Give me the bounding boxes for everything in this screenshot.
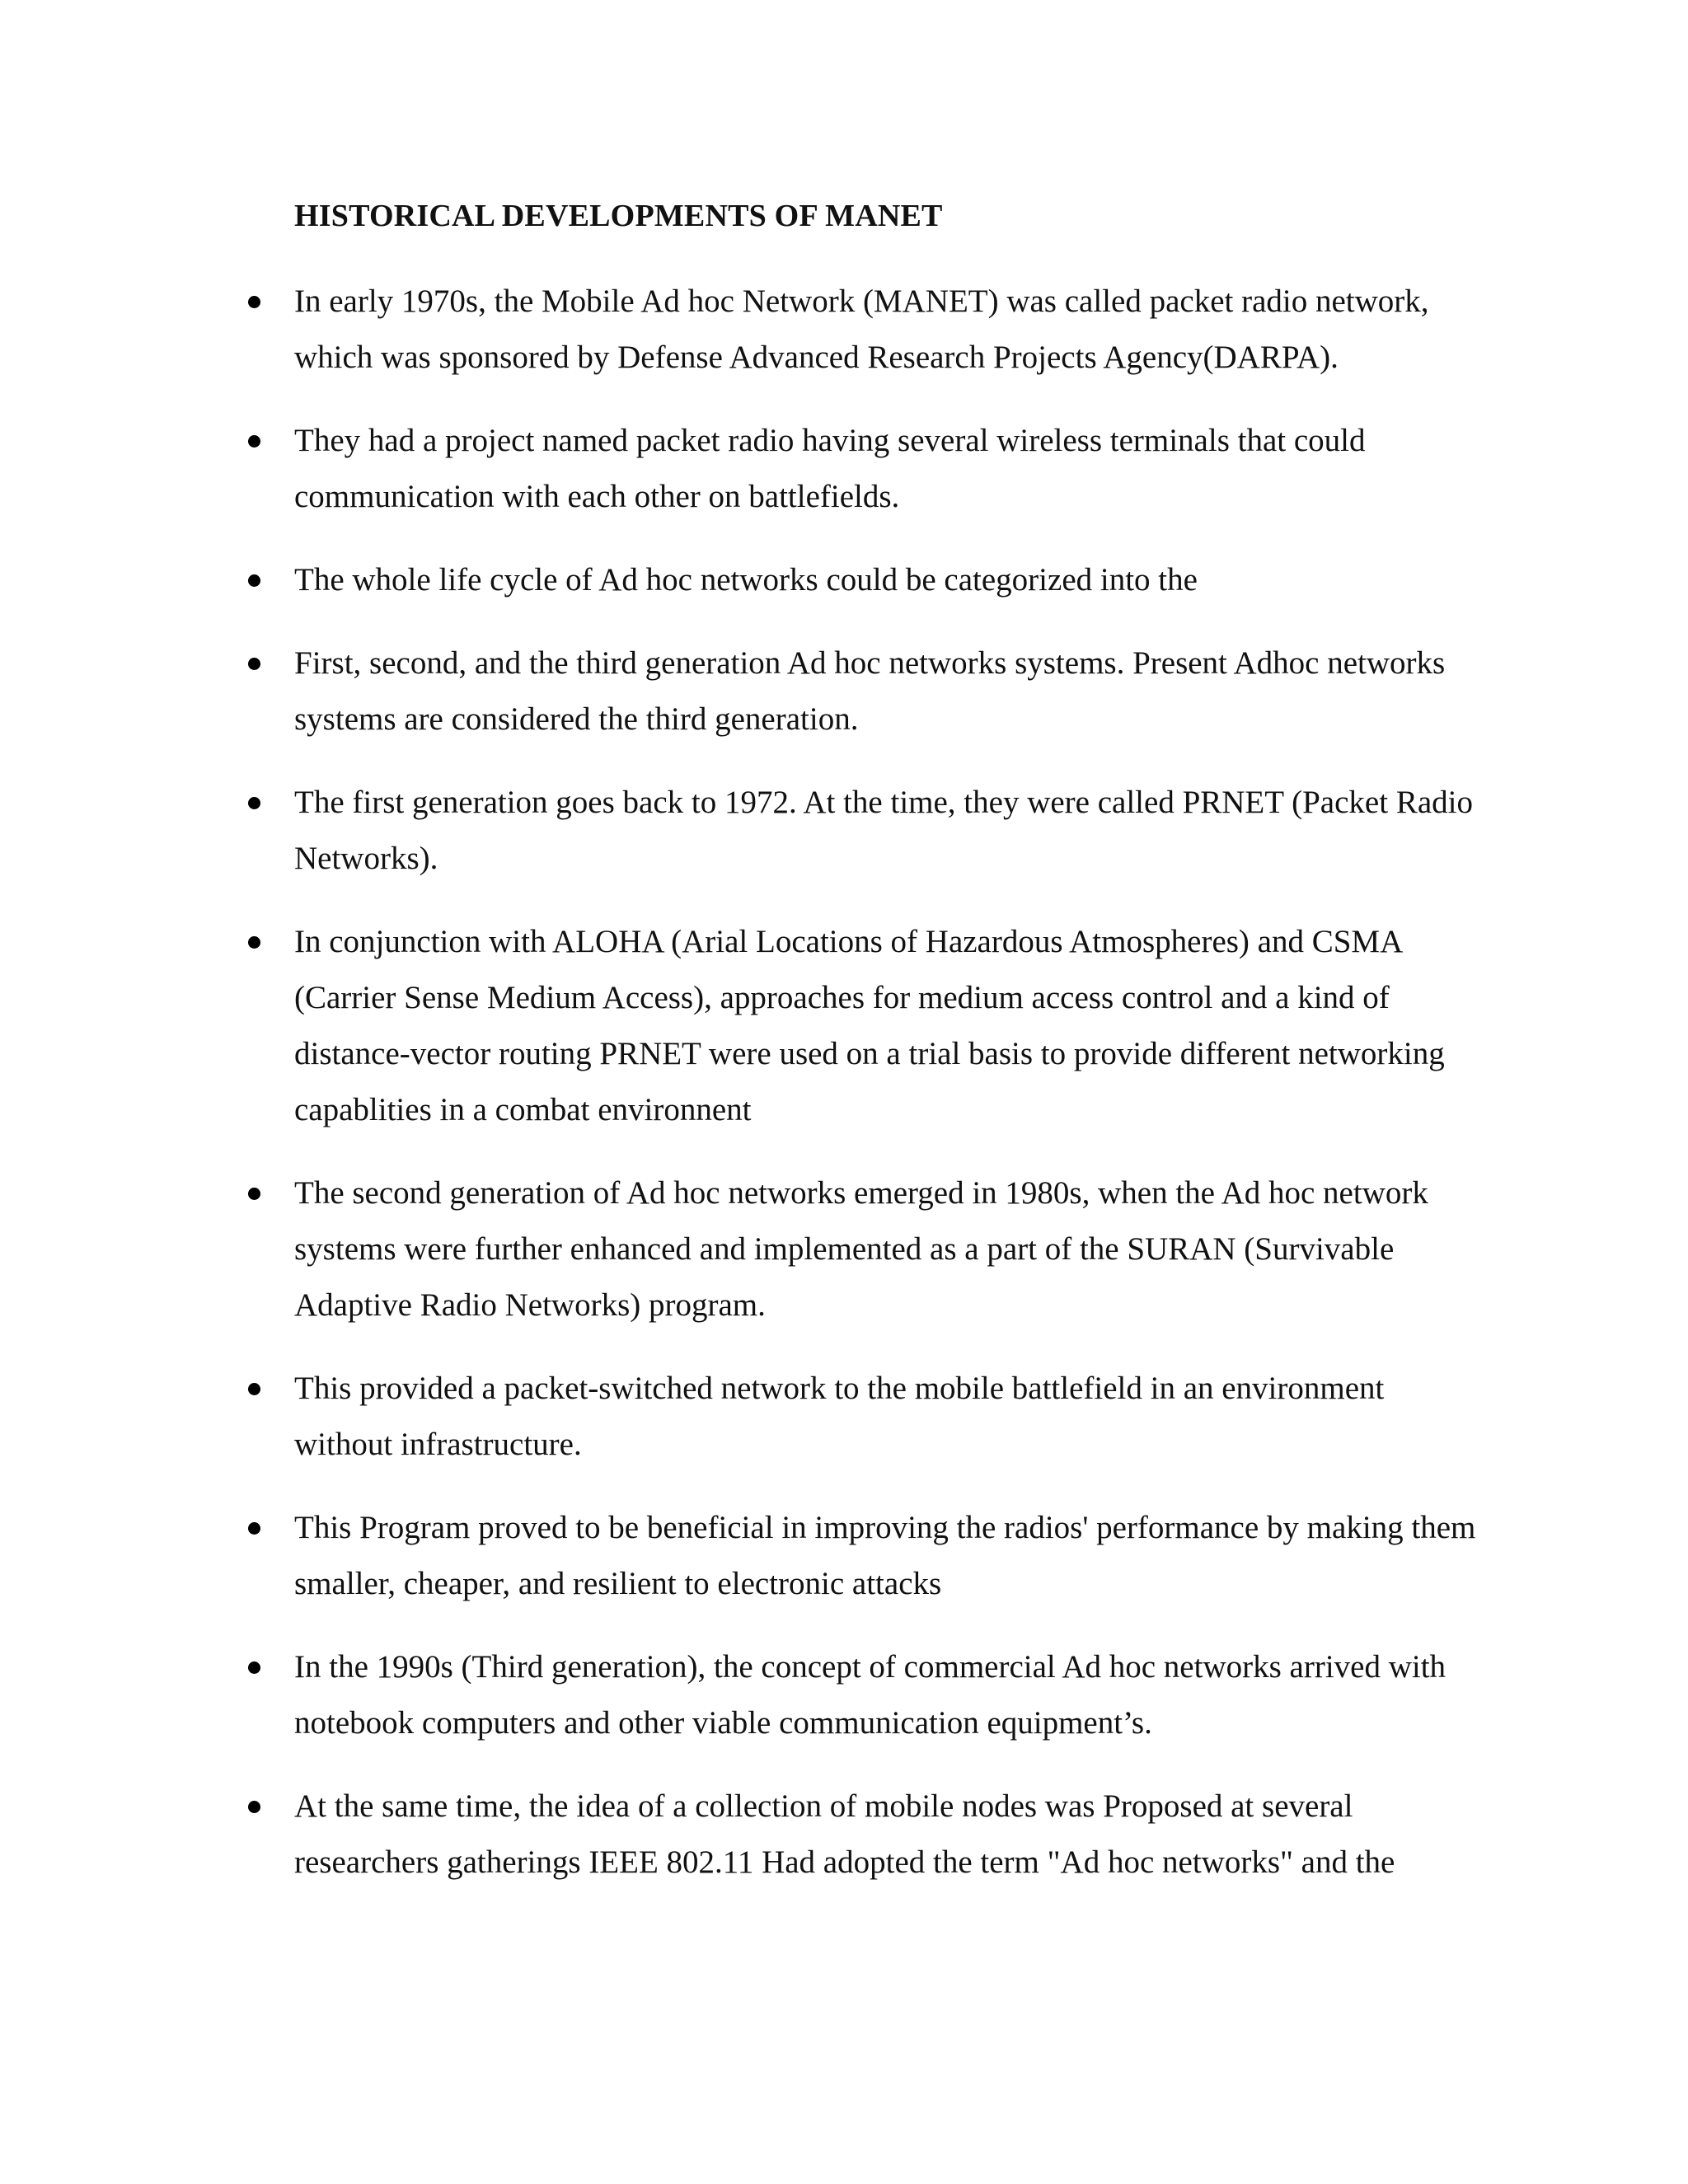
bullet-icon	[248, 435, 260, 448]
list-item	[247, 274, 1484, 386]
bullet-icon	[248, 1801, 260, 1813]
list-item-text: At the same time, the idea of a collection of mobile nodes was Proposed at several researchers gatherings IEEE 802.11 Had adopted the term "Ad hoc networks" and the	[294, 1788, 1395, 1880]
list-item	[247, 1779, 1484, 1891]
list-item-text: In early 1970s, the Mobile Ad hoc Network (MANET) was called packet radio network, which was sponsored by Defense Advanced Research Projects Agency(DARPA).	[294, 284, 1429, 375]
list-item	[247, 413, 1484, 525]
list-item	[247, 914, 1484, 1138]
list-item-text: The second generation of Ad hoc networks emerged in 1980s, when the Ad hoc network systems were further enhanced and implemented as a part of the SURAN (Survivable Adaptive Radio Networks) program.	[294, 1175, 1428, 1323]
bullet-icon	[248, 936, 260, 949]
list-item	[247, 1361, 1484, 1473]
bullet-icon	[248, 1522, 260, 1535]
list-item-text: They had a project named packet radio having several wireless terminals that could communication with each other on battlefields.	[294, 423, 1366, 514]
bullet-icon	[248, 296, 260, 308]
list-item	[247, 1500, 1484, 1612]
list-item-text: The first generation goes back to 1972. At the time, they were called PRNET (Packet Radio Networks).	[294, 785, 1473, 876]
list-item-text: This provided a packet-switched network to the mobile battlefield in an environment without infrastructure.	[294, 1371, 1385, 1462]
list-item	[247, 635, 1484, 748]
bullet-icon	[248, 1661, 260, 1674]
bullet-icon	[248, 797, 260, 809]
bullet-icon	[248, 1383, 260, 1395]
list-item	[247, 1165, 1484, 1333]
page-title: HISTORICAL DEVELOPMENTS OF MANET	[294, 199, 943, 233]
list-item-text: In conjunction with ALOHA (Arial Locations of Hazardous Atmospheres) and CSMA (Carrier Sense Medium Access), approaches for medium access control and a kind of distance-vector routing PRNET were used on a trial basis to provide different networking capablities in a combat environnent	[294, 924, 1445, 1127]
bullet-list	[247, 274, 1484, 1918]
bullet-icon	[248, 574, 260, 587]
list-item-text: The whole life cycle of Ad hoc networks could be categorized into the	[294, 562, 1198, 598]
list-item-text: This Program proved to be beneficial in improving the radios' performance by making them smaller, cheaper, and resilient to electronic attacks	[294, 1510, 1476, 1601]
list-item	[247, 775, 1484, 887]
list-item	[247, 1639, 1484, 1751]
list-item-text: First, second, and the third generation Ad hoc networks systems. Present Adhoc networks systems are considered the third generation.	[294, 645, 1446, 737]
bullet-icon	[248, 658, 260, 670]
bullet-icon	[248, 1188, 260, 1200]
list-item-text: In the 1990s (Third generation), the concept of commercial Ad hoc networks arrived with notebook computers and other viable communication equipment’s.	[294, 1649, 1447, 1741]
list-item	[247, 552, 1484, 608]
